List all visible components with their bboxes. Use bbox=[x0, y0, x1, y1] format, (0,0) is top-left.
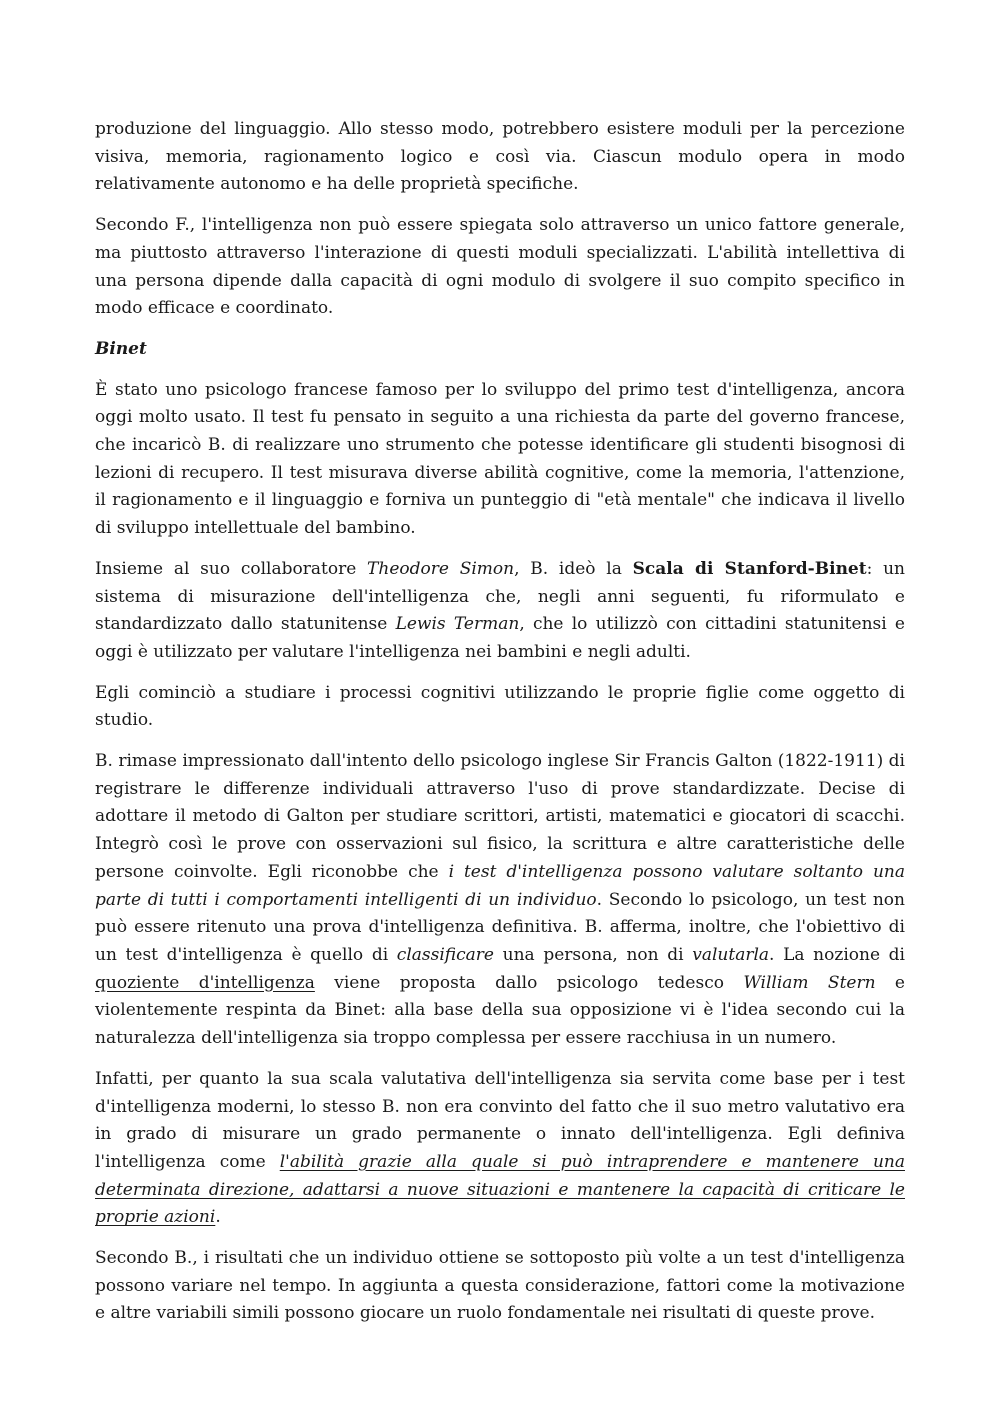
term-classificare: classificare bbox=[396, 944, 494, 965]
paragraph-galton bbox=[95, 748, 905, 1053]
paragraph-results-variability: Secondo B., i risultati che un individuo ottiene se sottoposto più volte a un test d'intelligenza possono variare nel tempo. In aggiunta a questa considerazione, fattori come la motivazione e altre variabili simili possono giocare un ruolo fondamentale nei risultati di queste prove. bbox=[95, 1248, 905, 1324]
name-lewis-terman: Lewis Terman bbox=[395, 614, 520, 635]
quote-test-limits: i test d'intelligenza possono valutare soltanto una parte di tutti i comportamenti intelligenti di un individuo bbox=[95, 861, 906, 910]
text-run: , che lo utilizzò con cittadini statunitensi e oggi è utilizzato per valutare l'intelligenza nei bambini e negli adulti. bbox=[95, 614, 905, 662]
paragraph-intelligence-definition bbox=[95, 1066, 905, 1232]
text-run: . bbox=[215, 1207, 221, 1228]
text-run: Insieme al suo collaboratore bbox=[95, 558, 368, 579]
text-run: . Secondo lo psicologo, un test non può essere ritenuto una prova d'intelligenza definitiva. B. afferma, inoltre, che l'obiettivo di un test d'intelligenza è quello di bbox=[95, 889, 905, 965]
text-run: B. rimase impressionato dall'intento dello psicologo inglese Sir Francis Galton (1822-1911) di registrare le differenze individuali attraverso l'uso di prove standardizzate. Decise di adottare il metodo di Galton per studiare scrittori, artisti, matematici e giocatori di scacchi. Integrò così le prove con osservazioni sul fisico, la scrittura e altre caratteristiche delle persone coinvolte. Egli riconobbe che bbox=[95, 751, 905, 882]
term-quoziente-intelligenza: quoziente d'intelligenza bbox=[95, 972, 315, 993]
paragraph-stanford-binet bbox=[95, 556, 905, 667]
paragraph-modules: produzione del linguaggio. Allo stesso modo, potrebbero esistere moduli per la percezione visiva, memoria, ragionamento logico e così via. Ciascun modulo opera in modo relativamente autonomo e ha delle proprietà specifiche. bbox=[95, 119, 905, 195]
term-valutarla: valutarla bbox=[692, 944, 770, 965]
paragraph-binet-intro: È stato uno psicologo francese famoso per lo sviluppo del primo test d'intelligenza, ancora oggi molto usato. Il test fu pensato in seguito a una richiesta da parte del governo francese, che incaricò B. di realizzare uno strumento che potesse identificare gli studenti bisognosi di lezioni di recupero. Il test misurava diverse abilità cognitive, come la memoria, l'attenzione, il ragionamento e il linguaggio e forniva un punteggio di "età mentale" che indicava il livello di sviluppo intellettuale del bambino. bbox=[95, 379, 905, 539]
text-run: viene proposta dallo psicologo tedesco bbox=[314, 972, 744, 993]
text-run: . La nozione di bbox=[769, 944, 905, 965]
text-run: , B. ideò la bbox=[514, 558, 633, 579]
quote-intelligence-definition: l'abilità grazie alla quale si può intraprendere e mantenere una determinata direzione, adattarsi a nuove situazioni e mantenere la capacità di criticare le proprie azioni bbox=[95, 1151, 905, 1228]
paragraph-fodor-intelligence: Secondo F., l'intelligenza non può essere spiegata solo attraverso un unico fattore generale, ma piuttosto attraverso l'interazione di questi moduli specializzati. L'abilità intellettiva di una persona dipende dalla capacità di ogni modulo di svolgere il suo compito specifico in modo efficace e coordinato. bbox=[95, 215, 905, 319]
section-heading-binet: Binet bbox=[95, 338, 147, 359]
text-run: una persona, non di bbox=[493, 944, 693, 965]
term-stanford-binet-scale: Scala di Stanford-Binet bbox=[632, 558, 867, 579]
name-william-stern: William Stern bbox=[743, 972, 876, 993]
paragraph-daughters-study: Egli cominciò a studiare i processi cognitivi utilizzando le proprie figlie come oggetto di studio. bbox=[95, 682, 905, 731]
text-run: Infatti, per quanto la sua scala valutativa dell'intelligenza sia servita come base per i test d'intelligenza moderni, lo stesso B. non era convinto del fatto che il suo metro valutativo era in grado di misurare un grado permanente o innato dell'intelligenza. Egli definiva l'intelligenza come bbox=[95, 1068, 905, 1172]
name-theodore-simon: Theodore Simon bbox=[367, 558, 515, 579]
text-run: e violentemente respinta da Binet: alla base della sua opposizione vi è l'idea secondo cui la naturalezza dell'intelligenza sia troppo complessa per essere racchiusa in un numero. bbox=[95, 972, 905, 1049]
text-run: : un sistema di misurazione dell'intelligenza che, negli anni seguenti, fu riformulato e standardizzato dallo statunitense bbox=[95, 558, 906, 635]
document-page bbox=[95, 116, 905, 1341]
